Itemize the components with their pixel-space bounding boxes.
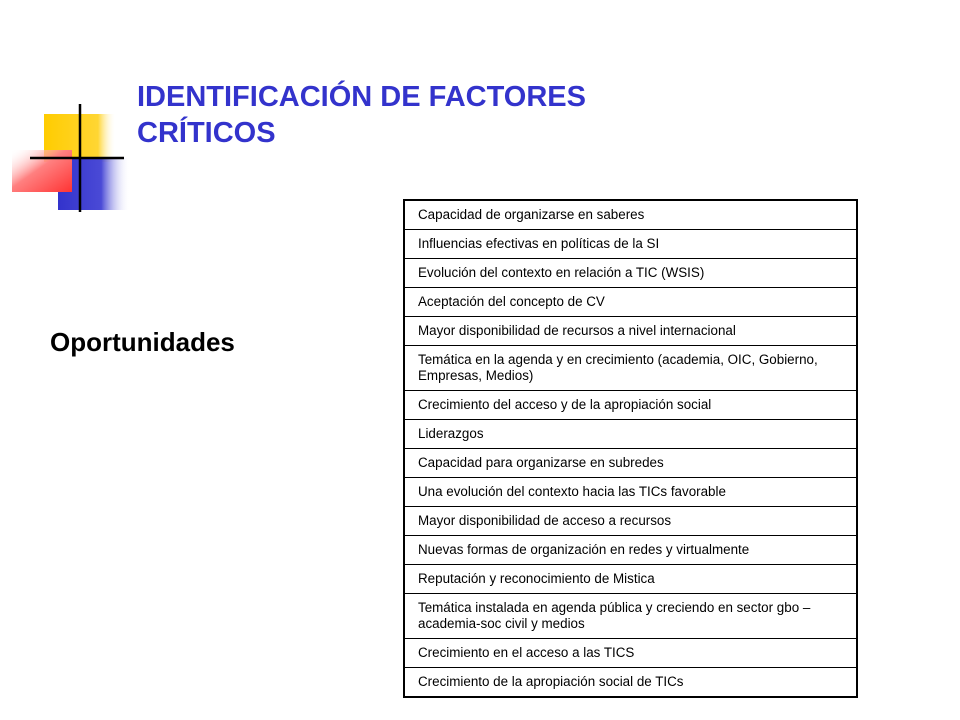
table-row: Evolución del contexto en relación a TIC (WSIS) bbox=[405, 259, 856, 288]
decorative-squares-graphic bbox=[0, 0, 140, 220]
slide-title-line-1: IDENTIFICACIÓN DE FACTORES bbox=[137, 81, 586, 113]
table-row: Liderazgos bbox=[405, 420, 856, 449]
table-row: Temática instalada en agenda pública y creciendo en sector gbo – academia-soc civil y medios bbox=[405, 594, 856, 639]
table-row: Mayor disponibilidad de recursos a nivel internacional bbox=[405, 317, 856, 346]
category-label: Oportunidades bbox=[50, 327, 235, 357]
table-row: Crecimiento en el acceso a las TICS bbox=[405, 639, 856, 668]
table-row: Crecimiento del acceso y de la apropiación social bbox=[405, 391, 856, 420]
table-row: Mayor disponibilidad de acceso a recursos bbox=[405, 507, 856, 536]
red-square bbox=[12, 150, 72, 192]
slide-title-line-2: CRÍTICOS bbox=[137, 117, 276, 149]
table-row: Nuevas formas de organización en redes y virtualmente bbox=[405, 536, 856, 565]
table-row: Reputación y reconocimiento de Mistica bbox=[405, 565, 856, 594]
table-row: Temática en la agenda y en crecimiento (academia, OIC, Gobierno, Empresas, Medios) bbox=[405, 346, 856, 391]
table-row: Crecimiento de la apropiación social de TICs bbox=[418, 674, 684, 689]
table-row: Influencias efectivas en políticas de la SI bbox=[405, 230, 856, 259]
table-row: Capacidad para organizarse en subredes bbox=[405, 449, 856, 478]
table-row: Capacidad de organizarse en saberes bbox=[405, 201, 856, 230]
factors-table bbox=[403, 199, 858, 698]
slide-title bbox=[137, 79, 697, 151]
table-row: Una evolución del contexto hacia las TICs favorable bbox=[405, 478, 856, 507]
table-row: Aceptación del concepto de CV bbox=[405, 288, 856, 317]
